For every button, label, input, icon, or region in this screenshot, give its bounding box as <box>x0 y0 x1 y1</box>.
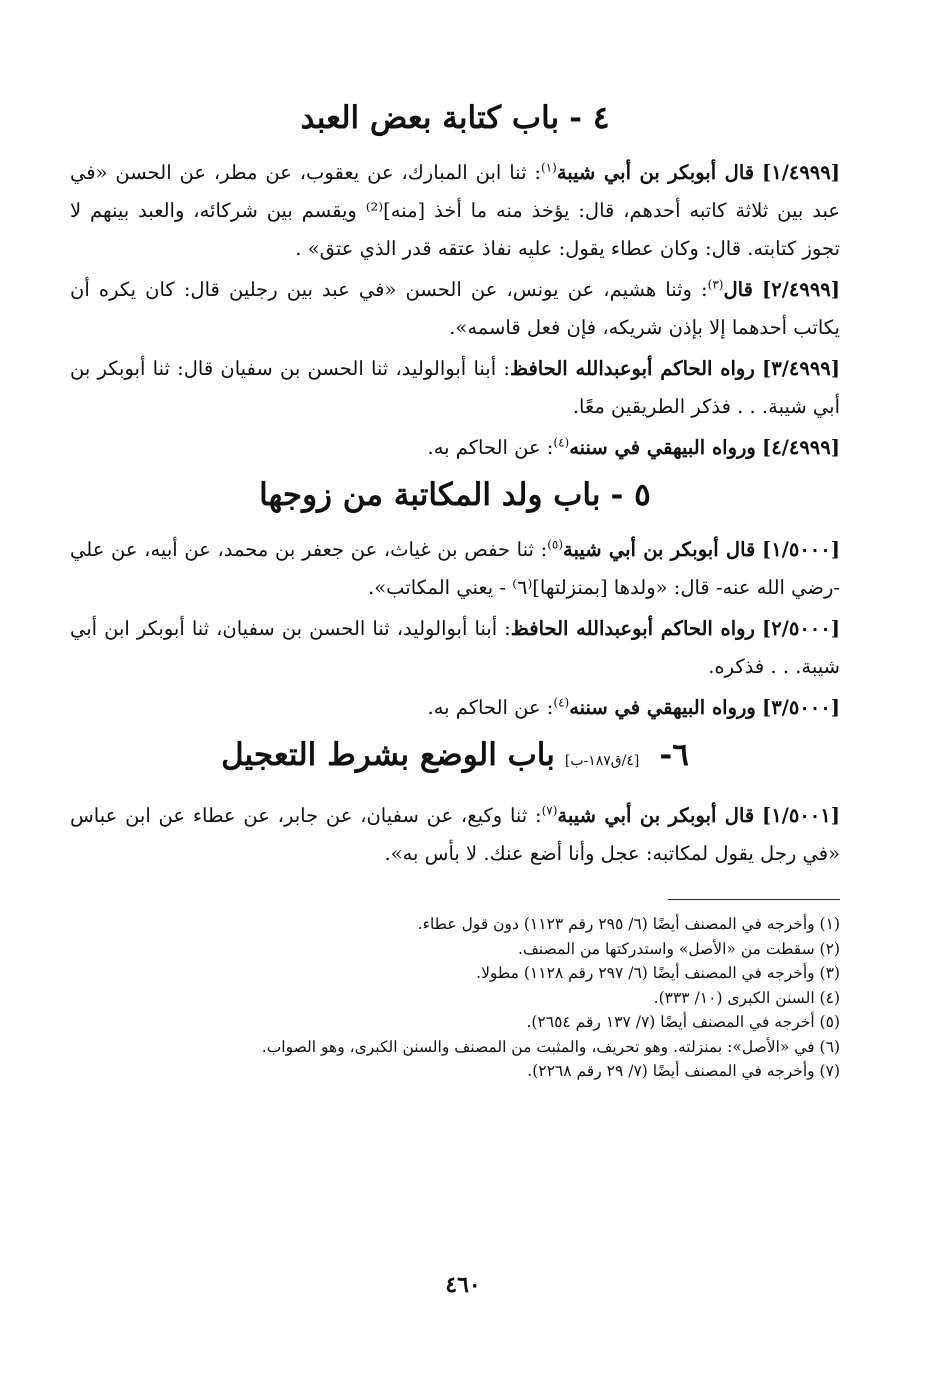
footnote-marker: (٥) <box>547 537 564 552</box>
section-title: باب ولد المكاتبة من زوجها <box>259 477 601 513</box>
section-heading <box>70 733 840 783</box>
entry-attribution: قال أبوبكر بن أبي شيبة <box>563 538 756 561</box>
entry-attribution: قال أبوبكر بن أبي شيبة <box>557 804 755 827</box>
footnote-marker: (٤) <box>553 435 570 450</box>
hadith-entry <box>70 271 840 347</box>
footnote-marker: (١) <box>540 160 557 175</box>
entry-ref: [٣/٥٠٠٠] <box>762 696 840 719</box>
footnote-marker: (٤) <box>553 695 570 710</box>
entry-text: : ثنا حفص بن غياث، عن جعفر بن محمد، عن أبيه، عن علي -رضي الله عنه- قال: «ولدها [بمنزلتها]⁽٦⁾ - يعني المكاتب». <box>70 538 840 599</box>
entry-ref: [١/٤٩٩٩] <box>762 161 840 184</box>
section-number: ٤ - <box>569 100 610 136</box>
entry-attribution: قال <box>723 278 753 301</box>
sections-container <box>70 96 840 873</box>
footnotes <box>70 912 840 1084</box>
footnote-separator <box>668 899 840 900</box>
hadith-entry <box>70 610 840 686</box>
section-number: ٥ - <box>610 477 651 513</box>
hadith-entry <box>70 531 840 607</box>
document-page <box>70 96 840 1084</box>
footnote: (١) وأخرجه في المصنف أيضًا (٦/ ٢٩٥ رقم ١١٢٣) دون قول عطاء. <box>417 915 840 933</box>
entry-text: : ثنا ابن المبارك، عن يعقوب، عن مطر، عن الحسن «في عبد بين ثلاثة كاتبه أحدهم، قال: يؤخذ منه ما أخذ [منه]⁽²⁾ ويقسم بين شركائه، والعبد بينهم لا تجوز كتابته. قال: وكان عطاء يقول: عليه نفاذ عتقه قدر الذي عتق» . <box>70 161 840 260</box>
entry-ref: [٢/٥٠٠٠] <box>762 617 840 640</box>
footnote: (٢) سقطت من «الأصل» واستدركتها من المصنف. <box>517 939 840 958</box>
entry-attribution: رواه الحاكم أبوعبدالله الحافظ <box>510 617 755 640</box>
entry-ref: [١/٥٠٠١] <box>762 804 840 827</box>
entry-ref: [٤/٤٩٩٩] <box>762 436 840 459</box>
section-heading <box>70 96 840 140</box>
hadith-entry <box>70 429 840 467</box>
page-number: ٤٦٠ <box>445 1272 481 1298</box>
entry-text: : وثنا هشيم، عن يونس، عن الحسن «في عبد بين رجلين قال: كان يكره أن يكاتب أحدهما إلا بإذن شريكه، فإن فعل قاسمه». <box>70 278 840 339</box>
footnote: (٦) في «الأصل»: بمنزلته. وهو تحريف، والمثبت من المصنف والسنن الكبرى، وهو الصواب. <box>261 1037 840 1056</box>
section-heading <box>70 473 840 517</box>
entry-text: : أبنا أبوالوليد، ثنا الحسن بن سفيان، ثنا أبوبكر ابن أبي شيبة. . . فذكره. <box>70 617 840 678</box>
entry-ref: [١/٥٠٠٠] <box>762 538 840 561</box>
footnote: (٣) وأخرجه في المصنف أيضًا (٦/ ٢٩٧ رقم ١١٢٨) مطولا. <box>476 964 840 982</box>
entry-text: : عن الحاكم به. <box>427 436 554 459</box>
entry-ref: [٢/٤٩٩٩] <box>762 278 841 301</box>
section-number: ٦- <box>659 737 689 773</box>
footnote-marker: (٧) <box>541 803 558 818</box>
entry-text: : ثنا وكيع، عن سفيان، عن جابر، عن عطاء عن ابن عباس «في رجل يقول لمكاتبه: عجل وأنا أضع عنك. لا بأس به». <box>70 804 840 865</box>
entry-text: : عن الحاكم به. <box>427 696 554 719</box>
hadith-entry <box>70 689 840 727</box>
entry-attribution: ورواه البيهقي في سننه <box>569 696 756 719</box>
hadith-entry <box>70 797 840 873</box>
footnote: (٧) وأخرجه في المصنف أيضًا (٧/ ٢٩ رقم ٢٢٦٨). <box>527 1062 840 1080</box>
section-title: باب الوضع بشرط التعجيل <box>221 737 555 773</box>
entry-ref: [٣/٤٩٩٩] <box>762 357 841 380</box>
entry-attribution: ورواه البيهقي في سننه <box>569 436 756 459</box>
section-title: باب كتابة بعض العبد <box>300 100 560 136</box>
footnote: (٥) أخرجه في المصنف أيضًا (٧/ ١٣٧ رقم ٢٦٥٤). <box>526 1013 840 1031</box>
entry-attribution: قال أبوبكر بن أبي شيبة <box>556 161 755 184</box>
entry-text: : أبنا أبوالوليد، ثنا الحسن بن سفيان قال: ثنا أبوبكر بن أبي شيبة. . . فذكر الطريقين معًا. <box>70 357 840 418</box>
entry-attribution: رواه الحاكم أبوعبدالله الحافظ <box>509 357 755 380</box>
footnote: (٤) السنن الكبرى (١٠/ ٣٣٣). <box>653 988 840 1007</box>
hadith-entry <box>70 154 840 268</box>
hadith-entry <box>70 350 840 426</box>
footnote-marker: (٣) <box>707 277 724 292</box>
folio-reference: [٤/ق١٨٧-ب] <box>564 753 640 769</box>
